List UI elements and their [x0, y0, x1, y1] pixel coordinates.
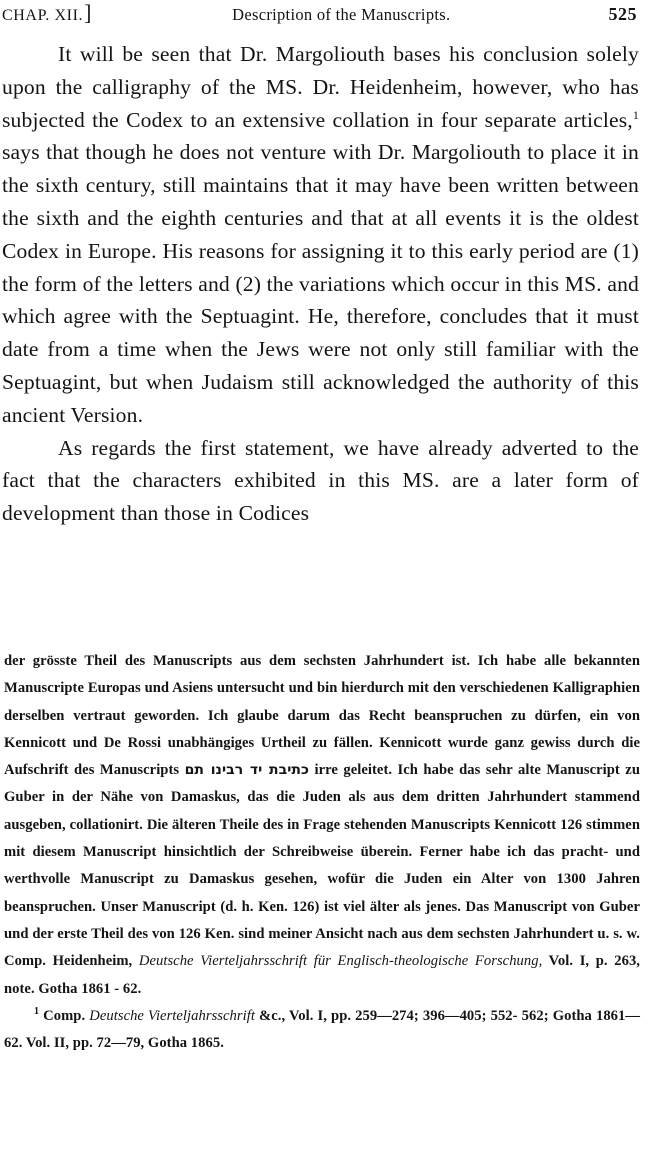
- paragraph-1: It will be seen that Dr. Margoliouth bases his conclusion solely upon the calligraphy of the MS. Dr. Heidenheim, however, who has subjected the Codex to an extensive collation in four separate articles,$^1$ says that though he does not venture with Dr. Margoliouth to place it in the sixth century, still maintains that it may have been written between the sixth and the eighth centuries and that at all events it is the oldest Codex in Europe. His reasons for assigning it to this early period are (1) the form of the letters and (2) the variations which occur in this MS. and which agree with the Septuagint. He, therefore, concludes that it must date from a time when the Jews were not only still familiar with the Septuagint, but when Judaism still acknowledged the authority of this ancient Version.: [2, 42, 639, 427]
- footnote-continuation: der grösste Theil des Manuscripts aus dem sechsten Jahrhundert ist. Ich habe alle bekannten Manuscripte Europas und Asiens untersucht und bin hierdurch mit den verschiedenen Kalligraphien derselben vertraut geworden. Ich glaube darum das Recht beanspruchen zu dürfen, ein von Kennicott und De Rossi unabhängiges Urtheil zu fällen. Kennicott wurde ganz gewiss durch die Aufschrift des Manuscripts כתיבת יד רבינו תם irre geleitet. Ich habe das sehr alte Manuscript zu Guber in der Nähe von Damaskus, das die Juden als aus dem dritten Jahrhundert stammend ausgeben, collationirt. Die älteren Theile des in Frage stehenden Manuscripts Kennicott 126 stimmen mit diesem Manuscript hinsichtlich der Schreibweise überein. Ferner habe ich das pracht- und werthvolle Manuscript zu Damaskus gesehen, wofür die Juden ein Alter von 1300 Jahren beanspruchen. Unser Manuscript (d. h. Ken. 126) ist viel älter als jenes. Das Manuscript von Guber und der erste Theil des von 126 Ken. sind meiner Ansicht nach aus dem sechsten Jahrhundert u. s. w. Comp. Heidenheim, Deutsche Vierteljahrsschrift für Englisch-theologische Forschung, Vol. I, p. 263, note. Gotha 1861 - 62.: [4, 653, 641, 997]
- main-text: [2, 38, 639, 530]
- running-head: [2, 0, 637, 28]
- footnote-1: $^1$ Comp. Deutsche Vierteljahrsschrift &c., Vol. I, pp. 259—274; 396—405; 552- 562; Gotha 1861—62. Vol. II, pp. 72—79, Gotha 1865.: [4, 1005, 641, 1052]
- footnotes: [4, 648, 640, 1057]
- journal-title: Deutsche Vierteljahrsschrift für Englisch-theologische Forschung,: [138, 953, 543, 970]
- chapter-label: CHAP. XII.]: [2, 0, 93, 25]
- paragraph-2: As regards the first statement, we have already adverted to the fact that the characters exhibited in this MS. are a later form of development than those in Codices: [2, 435, 639, 526]
- running-title: Description of the Manuscripts.: [232, 5, 451, 24]
- journal-title: Deutsche Vierteljahrsschrift: [89, 1007, 255, 1024]
- page-number: 525: [608, 4, 637, 24]
- footnote-reference: 1: [632, 107, 639, 122]
- footnote-mark: 1: [34, 1005, 40, 1017]
- hebrew-inscription: כתיבת יד רבינו תם: [184, 762, 310, 779]
